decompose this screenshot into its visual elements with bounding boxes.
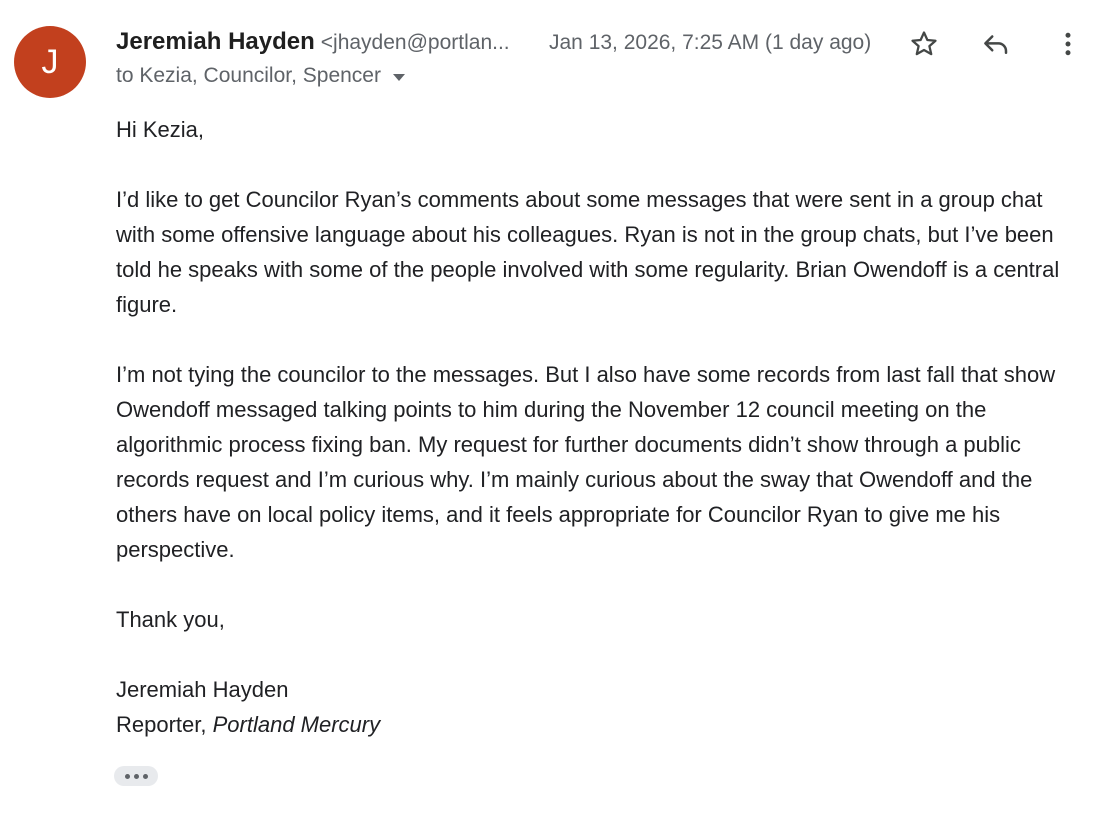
reply-button[interactable] [978, 26, 1014, 62]
dot-icon [125, 774, 130, 779]
signature-title [116, 707, 1086, 742]
more-vert-icon [1053, 29, 1083, 59]
signature-org: Portland Mercury [212, 712, 381, 737]
recipients-text: to Kezia, Councilor, Spencer [116, 64, 381, 87]
signature-name: Jeremiah Hayden [116, 677, 289, 702]
sender-email: <jhayden@portlan... [320, 31, 510, 54]
reply-icon [981, 29, 1011, 59]
more-options-button[interactable] [1050, 26, 1086, 62]
star-button[interactable] [906, 26, 942, 62]
body-paragraph-2: I’m not tying the councilor to the messages. But I also have some records from last fall that show Owendoff messaged talking points to him during the November 12 council meeting on the algorithmic process fixing ban. My request for further documents didn’t show through a public records request and I’m curious why. I’m mainly curious about the sway that Owendoff and the others have on local policy items, and it feels appropriate for Councilor Ryan to give me his perspective. [116, 362, 1056, 562]
show-trimmed-content-button[interactable] [114, 766, 158, 786]
greeting: Hi Kezia, [116, 117, 205, 142]
body-paragraph-1: I’d like to get Councilor Ryan’s comments about some messages that were sent in a group chat with some offensive language about his colleagues. Ryan is not in the group chats, but I’ve been told he speaks with some of the people involved with some regularity. Brian Owendoff is a central figure. [116, 187, 1060, 317]
dot-icon [143, 774, 148, 779]
dot-icon [134, 774, 139, 779]
caret-down-icon[interactable] [393, 74, 405, 81]
message-date[interactable]: Jan 13, 2026, 7:25 AM (1 day ago) [549, 31, 872, 54]
signature-role: Reporter, [116, 712, 213, 737]
star-icon [909, 29, 939, 59]
message-header [116, 28, 1106, 88]
message-body [116, 112, 1086, 742]
recipients-line[interactable] [116, 64, 1106, 88]
sender-name[interactable]: Jeremiah Hayden [116, 28, 315, 55]
avatar-initial: J [41, 42, 59, 81]
sender-avatar[interactable] [14, 26, 86, 98]
closing: Thank you, [116, 607, 225, 632]
